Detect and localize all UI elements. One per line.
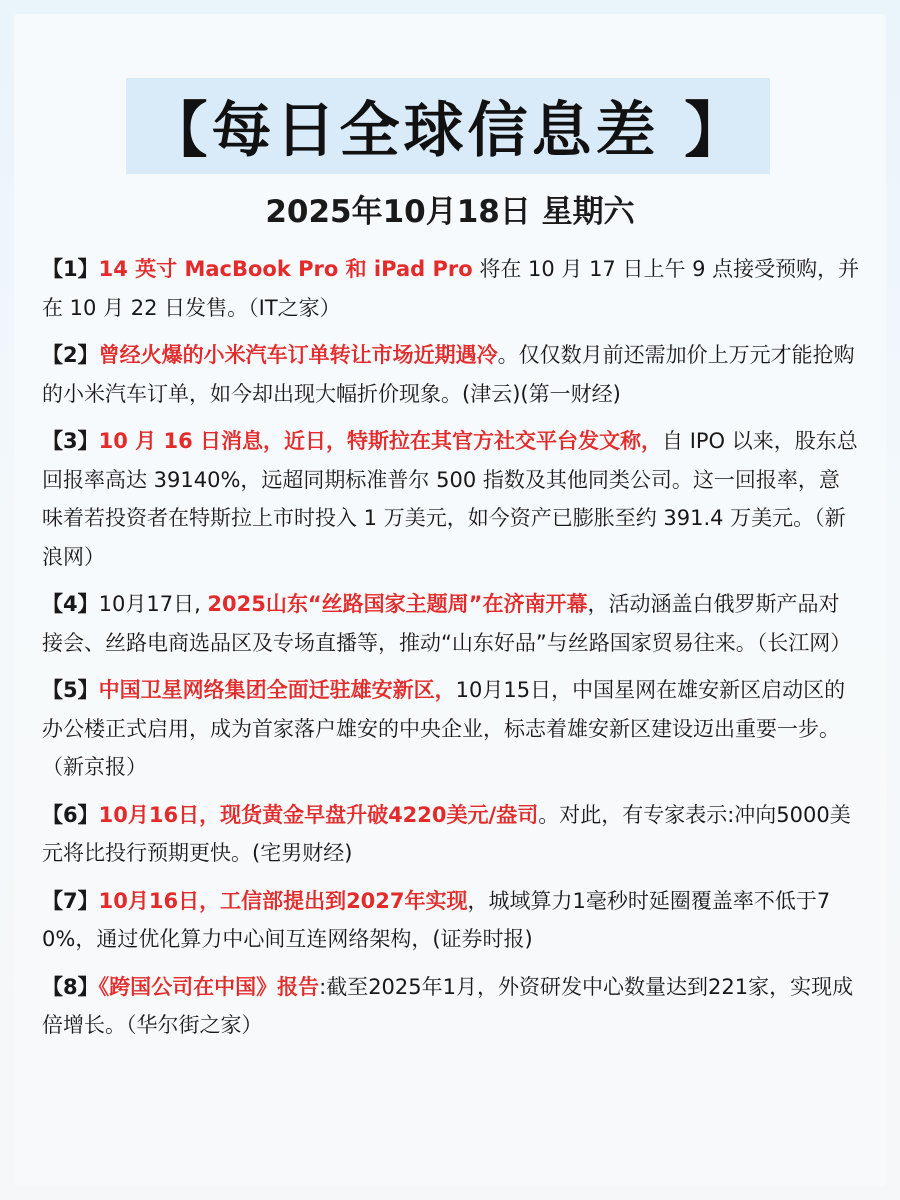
news-item-4 [42,585,860,662]
news-item-7 [42,882,860,959]
news-headline: 10月16日，工信部提出到2027年实现 [98,888,468,913]
news-number: 【8】 [42,974,99,999]
page-title: 【每日全球信息差 】 [147,96,749,166]
news-body: ，活动涵盖白俄罗斯产品对接会、丝路电商选品区及专场直播等，推动“山东好品”与丝路国家贸易往来。（长江网） [42,592,852,655]
news-body: ，城域算力1毫秒时延圈覆盖率不低于70%，通过优化算力中心间互连网络架构，(证券时报) [42,888,831,951]
news-number: 【2】 [42,343,99,367]
news-body: 。对此，有专家表示:冲向5000美元将比投行预期更快。(宅男财经) [42,802,851,865]
news-item-8 [42,968,860,1045]
news-body: 10月15日，中国星网在雄安新区启动区的办公楼正式启用，成为首家落户雄安的中央企业，标志着雄安新区建设迈出重要一步。（新京报） [42,678,846,779]
news-headline: 《跨国公司在中国》报告 [98,974,320,999]
news-headline: 2025山东“丝路国家主题周”在济南开幕 [207,592,588,616]
news-body: 自 IPO 以来，股东总回报率高达 39140%，远超同期标准普尔 500 指数及其他同类公司。这一回报率，意味着若投资者在特斯拉上市时投入 1 万美元，如今资产已膨胀至约 391.4 万美元。（新浪网） [42,429,858,569]
news-item-6 [42,796,860,873]
news-headline: 曾经火爆的小米汽车订单转让市场近期遇冷 [98,343,498,367]
title-banner [126,78,770,174]
news-headline: 14 英寸 MacBook Pro 和 iPad Pro [98,257,473,281]
news-number: 【7】 [42,888,99,913]
news-number: 【6】 [42,802,99,827]
news-item-5 [42,671,860,787]
news-headline: 10月16日，现货黄金早盘升破4220美元/盎司 [98,802,539,827]
news-item-3 [42,422,860,576]
news-number: 【1】 [42,257,99,281]
news-list [42,250,860,1054]
news-number: 【4】 [42,592,99,616]
news-item-1 [42,250,860,327]
news-body: 。仅仅数月前还需加价上万元才能抢购的小米汽车订单，如今却出现大幅折价现象。(津云)(第一财经) [42,343,855,406]
news-item-2 [42,336,860,413]
news-number: 【5】 [42,678,99,702]
news-body: 将在 10 月 17 日上午 9 点接受预购，并在 10 月 22 日发售。（IT之家） [42,257,860,320]
news-prefix: 10月17日, [98,592,208,616]
news-body: :截至2025年1月，外资研发中心数量达到221家，实现成倍增长。（华尔街之家） [42,974,854,1037]
news-headline: 中国卫星网络集团全面迁驻雄安新区， [98,678,456,702]
news-number: 【3】 [42,429,99,453]
news-headline: 10 月 16 日消息，近日，特斯拉在其官方社交平台发文称， [98,429,663,453]
page-date: 2025年10月18日 星期六 [265,194,635,230]
